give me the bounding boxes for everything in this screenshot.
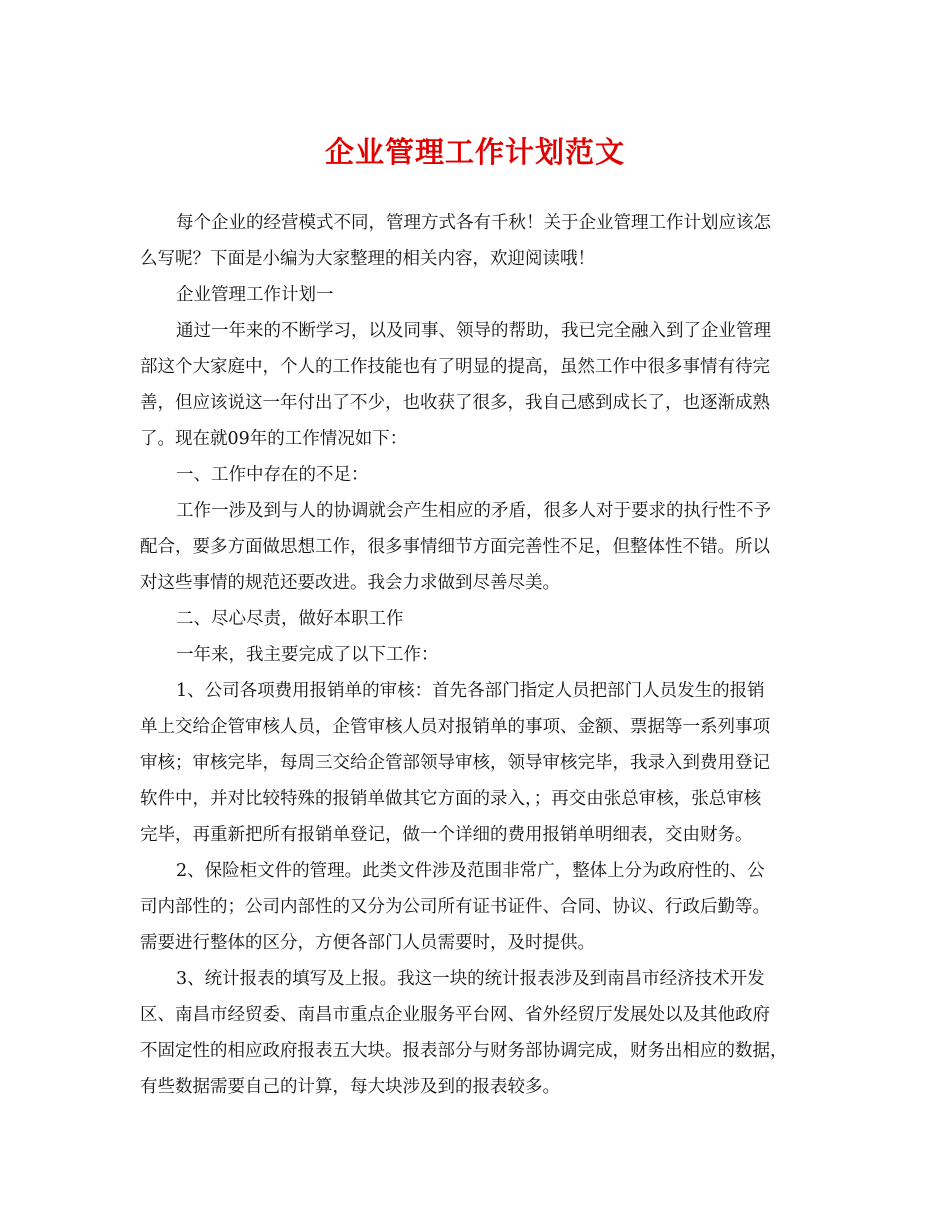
- paragraph-line: 审核；审核完毕，每周三交给企管部领导审核，领导审核完毕，我录入到费用登记: [140, 753, 770, 773]
- section-heading: 二、尽心尽责，做好本职工作: [176, 609, 404, 629]
- paragraph-line: 不固定性的相应政府报表五大块。报表部分与财务部协调完成，财务出相应的数据，: [140, 1041, 788, 1061]
- list-item-line: 2、保险柜文件的管理。此类文件涉及范围非常广，整体上分为政府性的、公: [176, 861, 765, 881]
- paragraph-line: 完毕，再重新把所有报销单登记，做一个详细的费用报销单明细表，交由财务。: [140, 825, 753, 845]
- paragraph-line: 一年来，我主要完成了以下工作：: [176, 645, 439, 665]
- list-item-line: 1、公司各项费用报销单的审核：首先各部门指定人员把部门人员发生的报销: [176, 681, 765, 701]
- document-title: 企业管理工作计划范文: [324, 135, 625, 169]
- paragraph-line: 区、南昌市经贸委、南昌市重点企业服务平台网、省外经贸厅发展处以及其他政府: [140, 1005, 770, 1025]
- paragraph-line: 每个企业的经营模式不同，管理方式各有千秋！关于企业管理工作计划应该怎: [176, 213, 771, 233]
- paragraph-line: 配合，要多方面做思想工作，很多事情细节方面完善性不足，但整体性不错。所以: [140, 537, 770, 557]
- paragraph-line: 软件中，并对比较特殊的报销单做其它方面的录入，；再交由张总审核，张总审核: [140, 789, 762, 809]
- document-body: [140, 205, 820, 1105]
- paragraph-line: 善，但应该说这一年付出了不少，也收获了很多，我自己感到成长了，也逐渐成熟: [140, 393, 770, 413]
- paragraph-line: 有些数据需要自己的计算，每大块涉及到的报表较多。: [140, 1077, 560, 1097]
- paragraph-line: 了。现在就09年的工作情况如下：: [140, 429, 408, 449]
- paragraph-line: 需要进行整体的区分，方便各部门人员需要时，及时提供。: [140, 933, 595, 953]
- paragraph-line: 对这些事情的规范还要改进。我会力求做到尽善尽美。: [140, 573, 560, 593]
- list-item-line: 3、统计报表的填写及上报。我这一块的统计报表涉及到南昌市经济技术开发: [176, 969, 765, 989]
- paragraph-line: 单上交给企管审核人员，企管审核人员对报销单的事项、金额、票据等一系列事项: [140, 717, 770, 737]
- paragraph-line: 部这个大家庭中，个人的工作技能也有了明显的提高，虽然工作中很多事情有待完: [140, 357, 770, 377]
- paragraph-line: 司内部性的；公司内部性的又分为公司所有证书证件、合同、协议、行政后勤等。: [140, 897, 770, 917]
- section-heading: 企业管理工作计划一: [176, 285, 334, 305]
- section-heading: 一、工作中存在的不足：: [176, 465, 369, 485]
- paragraph-line: 工作一涉及到与人的协调就会产生相应的矛盾，很多人对于要求的执行性不予: [176, 501, 771, 521]
- paragraph-line: 通过一年来的不断学习，以及同事、领导的帮助，我已完全融入到了企业管理: [176, 321, 771, 341]
- paragraph-line: 么写呢？下面是小编为大家整理的相关内容，欢迎阅读哦！: [140, 249, 595, 269]
